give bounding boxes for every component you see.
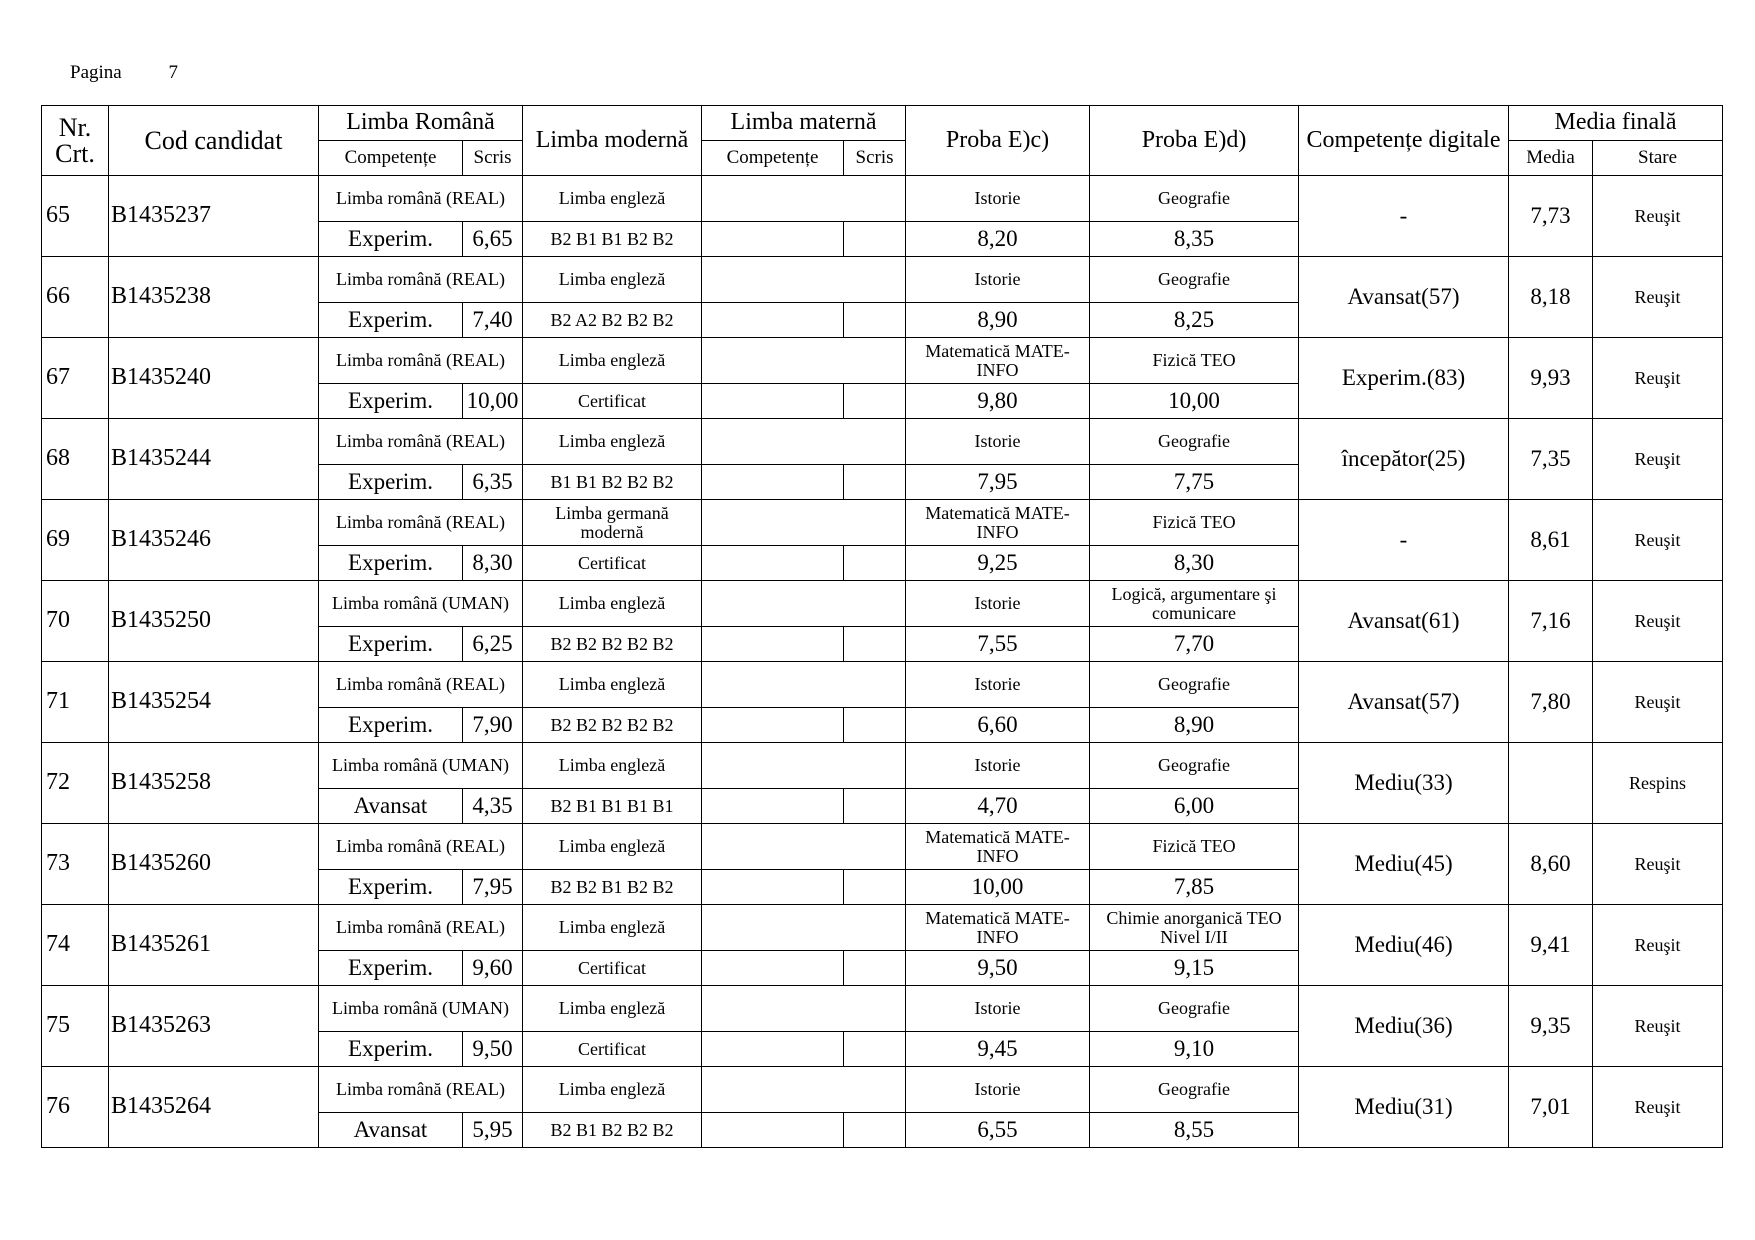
cell-cod-candidat: B1435240 <box>109 338 319 419</box>
cell-stare: Reuşit <box>1593 257 1723 338</box>
header-row-1 <box>42 106 1723 141</box>
cell-media: 7,16 <box>1509 581 1593 662</box>
cell-ed-subject: Geografie <box>1090 257 1299 303</box>
cell-ed-grade: 8,90 <box>1090 708 1299 743</box>
cell-lmat-empty <box>702 1067 906 1113</box>
cell-lmat-competente <box>702 627 844 662</box>
cell-nr: 70 <box>42 581 109 662</box>
cell-lm-levels: Certificat <box>523 546 702 581</box>
cell-ro-subject: Limba română (REAL) <box>319 662 523 708</box>
cell-ed-grade: 6,00 <box>1090 789 1299 824</box>
cell-lm-subject: Limba engleză <box>523 824 702 870</box>
cell-ed-subject: Geografie <box>1090 662 1299 708</box>
cell-ro-competente: Experim. <box>319 708 463 743</box>
cell-ed-subject: Geografie <box>1090 1067 1299 1113</box>
cell-ro-scris: 6,65 <box>463 222 523 257</box>
cell-ro-scris: 4,35 <box>463 789 523 824</box>
header-competente-digitale: Competențe digitale <box>1299 106 1509 176</box>
cell-lmat-scris <box>844 1113 906 1148</box>
cell-ro-subject: Limba română (REAL) <box>319 419 523 465</box>
cell-ec-grade: 4,70 <box>906 789 1090 824</box>
cell-lm-levels: Certificat <box>523 384 702 419</box>
cell-lm-subject: Limba engleză <box>523 986 702 1032</box>
header-proba-ec: Proba E)c) <box>906 106 1090 176</box>
cell-competente-digitale: Mediu(45) <box>1299 824 1509 905</box>
cell-lmat-empty <box>702 743 906 789</box>
cell-ro-competente: Experim. <box>319 951 463 986</box>
header-proba-ed: Proba E)d) <box>1090 106 1299 176</box>
cell-nr: 68 <box>42 419 109 500</box>
header-lmat-competente: Competențe <box>702 141 844 176</box>
cell-ec-grade: 8,20 <box>906 222 1090 257</box>
cell-ro-scris: 9,60 <box>463 951 523 986</box>
cell-stare: Respins <box>1593 743 1723 824</box>
cell-cod-candidat: B1435250 <box>109 581 319 662</box>
cell-lmat-scris <box>844 951 906 986</box>
cell-ro-competente: Experim. <box>319 627 463 662</box>
cell-ec-subject: Istorie <box>906 419 1090 465</box>
table-row <box>42 257 1723 303</box>
cell-ec-subject: Matematică MATE-INFO <box>906 905 1090 951</box>
cell-lmat-scris <box>844 465 906 500</box>
cell-ed-grade: 7,75 <box>1090 465 1299 500</box>
cell-stare: Reuşit <box>1593 1067 1723 1148</box>
cell-lm-subject: Limba engleză <box>523 1067 702 1113</box>
cell-media: 7,73 <box>1509 176 1593 257</box>
cell-ec-subject: Matematică MATE-INFO <box>906 824 1090 870</box>
cell-ro-competente: Avansat <box>319 789 463 824</box>
cell-lm-subject: Limba engleză <box>523 257 702 303</box>
cell-ec-subject: Istorie <box>906 1067 1090 1113</box>
cell-lm-levels: Certificat <box>523 1032 702 1067</box>
cell-stare: Reuşit <box>1593 986 1723 1067</box>
cell-ed-subject: Fizică TEO <box>1090 824 1299 870</box>
cell-ec-grade: 7,95 <box>906 465 1090 500</box>
cell-lmat-scris <box>844 708 906 743</box>
cell-ec-subject: Matematică MATE-INFO <box>906 500 1090 546</box>
cell-ed-grade: 9,10 <box>1090 1032 1299 1067</box>
cell-ed-subject: Geografie <box>1090 176 1299 222</box>
cell-ro-scris: 9,50 <box>463 1032 523 1067</box>
cell-competente-digitale: începător(25) <box>1299 419 1509 500</box>
table-row <box>42 581 1723 627</box>
cell-ec-grade: 6,60 <box>906 708 1090 743</box>
cell-lm-levels: B2 B1 B2 B2 B2 <box>523 1113 702 1148</box>
cell-competente-digitale: Avansat(57) <box>1299 257 1509 338</box>
cell-lm-levels: B2 B1 B1 B2 B2 <box>523 222 702 257</box>
cell-lmat-competente <box>702 789 844 824</box>
cell-lmat-empty <box>702 986 906 1032</box>
cell-lmat-empty <box>702 500 906 546</box>
cell-media: 9,41 <box>1509 905 1593 986</box>
cell-ed-subject: Fizică TEO <box>1090 500 1299 546</box>
cell-lm-subject: Limba engleză <box>523 338 702 384</box>
cell-competente-digitale: Mediu(46) <box>1299 905 1509 986</box>
cell-ed-grade: 8,25 <box>1090 303 1299 338</box>
cell-ro-subject: Limba română (REAL) <box>319 1067 523 1113</box>
cell-ro-competente: Experim. <box>319 870 463 905</box>
cell-media: 8,18 <box>1509 257 1593 338</box>
cell-ec-grade: 9,50 <box>906 951 1090 986</box>
cell-lm-subject: Limba germană modernă <box>523 500 702 546</box>
cell-nr: 74 <box>42 905 109 986</box>
cell-lmat-competente <box>702 384 844 419</box>
header-lmat-scris: Scris <box>844 141 906 176</box>
cell-ro-subject: Limba română (REAL) <box>319 824 523 870</box>
cell-competente-digitale: Mediu(31) <box>1299 1067 1509 1148</box>
cell-nr: 76 <box>42 1067 109 1148</box>
cell-ec-grade: 6,55 <box>906 1113 1090 1148</box>
cell-ec-grade: 9,45 <box>906 1032 1090 1067</box>
cell-competente-digitale: - <box>1299 176 1509 257</box>
cell-media: 9,35 <box>1509 986 1593 1067</box>
cell-competente-digitale: Mediu(36) <box>1299 986 1509 1067</box>
cell-lmat-empty <box>702 824 906 870</box>
cell-ro-subject: Limba română (REAL) <box>319 905 523 951</box>
cell-ro-scris: 6,35 <box>463 465 523 500</box>
cell-media: 8,61 <box>1509 500 1593 581</box>
cell-ro-scris: 5,95 <box>463 1113 523 1148</box>
cell-lmat-competente <box>702 1113 844 1148</box>
cell-cod-candidat: B1435260 <box>109 824 319 905</box>
cell-lmat-scris <box>844 546 906 581</box>
cell-media: 9,93 <box>1509 338 1593 419</box>
cell-lm-subject: Limba engleză <box>523 419 702 465</box>
cell-ed-subject: Geografie <box>1090 419 1299 465</box>
cell-stare: Reuşit <box>1593 662 1723 743</box>
cell-lm-levels: B2 B2 B1 B2 B2 <box>523 870 702 905</box>
cell-ed-grade: 10,00 <box>1090 384 1299 419</box>
cell-ro-subject: Limba română (UMAN) <box>319 986 523 1032</box>
cell-ed-grade: 9,15 <box>1090 951 1299 986</box>
header-limba-materna: Limba maternă <box>702 106 906 141</box>
cell-stare: Reuşit <box>1593 500 1723 581</box>
cell-ro-competente: Experim. <box>319 303 463 338</box>
cell-stare: Reuşit <box>1593 338 1723 419</box>
cell-media <box>1509 743 1593 824</box>
cell-ed-subject: Fizică TEO <box>1090 338 1299 384</box>
table-row <box>42 986 1723 1032</box>
cell-lm-levels: B2 B1 B1 B1 B1 <box>523 789 702 824</box>
cell-ro-competente: Avansat <box>319 1113 463 1148</box>
cell-lmat-competente <box>702 222 844 257</box>
cell-lmat-scris <box>844 1032 906 1067</box>
table-row <box>42 176 1723 222</box>
results-body <box>42 176 1723 1148</box>
cell-media: 7,80 <box>1509 662 1593 743</box>
cell-media: 7,35 <box>1509 419 1593 500</box>
cell-ro-competente: Experim. <box>319 384 463 419</box>
cell-competente-digitale: Avansat(57) <box>1299 662 1509 743</box>
cell-lm-subject: Limba engleză <box>523 662 702 708</box>
cell-cod-candidat: B1435258 <box>109 743 319 824</box>
cell-ed-subject: Geografie <box>1090 986 1299 1032</box>
cell-lmat-scris <box>844 789 906 824</box>
cell-nr: 65 <box>42 176 109 257</box>
results-table <box>41 105 1723 1148</box>
cell-competente-digitale: - <box>1299 500 1509 581</box>
cell-ec-subject: Istorie <box>906 743 1090 789</box>
page-number: 7 <box>168 62 178 83</box>
cell-ec-subject: Istorie <box>906 257 1090 303</box>
header-limba-moderna: Limba modernă <box>523 106 702 176</box>
cell-ec-grade: 7,55 <box>906 627 1090 662</box>
cell-ec-subject: Istorie <box>906 176 1090 222</box>
cell-cod-candidat: B1435263 <box>109 986 319 1067</box>
cell-ed-subject: Geografie <box>1090 743 1299 789</box>
cell-lm-subject: Limba engleză <box>523 743 702 789</box>
cell-stare: Reuşit <box>1593 581 1723 662</box>
cell-lmat-competente <box>702 1032 844 1067</box>
cell-lmat-competente <box>702 303 844 338</box>
cell-cod-candidat: B1435246 <box>109 500 319 581</box>
cell-ec-subject: Istorie <box>906 986 1090 1032</box>
cell-ed-grade: 7,70 <box>1090 627 1299 662</box>
cell-ed-subject: Logică, argumentare şi comunicare <box>1090 581 1299 627</box>
cell-ro-competente: Experim. <box>319 546 463 581</box>
cell-lm-subject: Limba engleză <box>523 905 702 951</box>
cell-ec-grade: 10,00 <box>906 870 1090 905</box>
header-ro-scris: Scris <box>463 141 523 176</box>
table-row <box>42 662 1723 708</box>
cell-lmat-scris <box>844 303 906 338</box>
cell-ec-subject: Matematică MATE-INFO <box>906 338 1090 384</box>
header-ro-competente: Competențe <box>319 141 463 176</box>
cell-lmat-scris <box>844 384 906 419</box>
cell-nr: 69 <box>42 500 109 581</box>
header-limba-romana: Limba Română <box>319 106 523 141</box>
cell-nr: 66 <box>42 257 109 338</box>
cell-competente-digitale: Mediu(33) <box>1299 743 1509 824</box>
cell-ed-grade: 8,55 <box>1090 1113 1299 1148</box>
cell-cod-candidat: B1435264 <box>109 1067 319 1148</box>
cell-ro-scris: 7,95 <box>463 870 523 905</box>
cell-ed-subject: Chimie anorganică TEO Nivel I/II <box>1090 905 1299 951</box>
cell-stare: Reuşit <box>1593 824 1723 905</box>
table-row <box>42 743 1723 789</box>
cell-ec-subject: Istorie <box>906 581 1090 627</box>
cell-lm-subject: Limba engleză <box>523 176 702 222</box>
cell-lm-levels: B2 A2 B2 B2 B2 <box>523 303 702 338</box>
cell-competente-digitale: Avansat(61) <box>1299 581 1509 662</box>
header-stare: Stare <box>1593 141 1723 176</box>
cell-cod-candidat: B1435261 <box>109 905 319 986</box>
cell-lmat-empty <box>702 257 906 303</box>
cell-ro-subject: Limba română (UMAN) <box>319 743 523 789</box>
cell-lmat-scris <box>844 870 906 905</box>
page-label-text: Pagina <box>70 62 122 83</box>
cell-cod-candidat: B1435254 <box>109 662 319 743</box>
cell-ro-subject: Limba română (REAL) <box>319 257 523 303</box>
cell-nr: 75 <box>42 986 109 1067</box>
header-media: Media <box>1509 141 1593 176</box>
header-nr: Nr. Crt. <box>42 106 109 176</box>
cell-lm-subject: Limba engleză <box>523 581 702 627</box>
cell-competente-digitale: Experim.(83) <box>1299 338 1509 419</box>
cell-lmat-scris <box>844 222 906 257</box>
cell-ro-scris: 8,30 <box>463 546 523 581</box>
cell-ed-grade: 8,30 <box>1090 546 1299 581</box>
cell-media: 8,60 <box>1509 824 1593 905</box>
table-row <box>42 905 1723 951</box>
cell-ro-scris: 10,00 <box>463 384 523 419</box>
cell-nr: 71 <box>42 662 109 743</box>
cell-lmat-competente <box>702 465 844 500</box>
cell-lmat-empty <box>702 419 906 465</box>
cell-ro-competente: Experim. <box>319 465 463 500</box>
cell-ro-scris: 7,90 <box>463 708 523 743</box>
cell-stare: Reuşit <box>1593 176 1723 257</box>
cell-lmat-empty <box>702 905 906 951</box>
table-row <box>42 500 1723 546</box>
table-row <box>42 338 1723 384</box>
cell-lmat-empty <box>702 176 906 222</box>
cell-lm-levels: B2 B2 B2 B2 B2 <box>523 627 702 662</box>
cell-ed-grade: 7,85 <box>1090 870 1299 905</box>
cell-ro-competente: Experim. <box>319 1032 463 1067</box>
table-row <box>42 824 1723 870</box>
cell-ed-grade: 8,35 <box>1090 222 1299 257</box>
header-cod: Cod candidat <box>109 106 319 176</box>
cell-lmat-empty <box>702 662 906 708</box>
cell-cod-candidat: B1435237 <box>109 176 319 257</box>
cell-ec-subject: Istorie <box>906 662 1090 708</box>
cell-ec-grade: 9,80 <box>906 384 1090 419</box>
cell-ro-competente: Experim. <box>319 222 463 257</box>
table-row <box>42 1067 1723 1113</box>
header-media-finala: Media finală <box>1509 106 1723 141</box>
cell-media: 7,01 <box>1509 1067 1593 1148</box>
cell-ec-grade: 8,90 <box>906 303 1090 338</box>
cell-lmat-competente <box>702 546 844 581</box>
table-row <box>42 419 1723 465</box>
cell-nr: 67 <box>42 338 109 419</box>
cell-lm-levels: B2 B2 B2 B2 B2 <box>523 708 702 743</box>
cell-ro-subject: Limba română (REAL) <box>319 500 523 546</box>
cell-ro-subject: Limba română (REAL) <box>319 176 523 222</box>
cell-lmat-competente <box>702 708 844 743</box>
cell-lm-levels: Certificat <box>523 951 702 986</box>
cell-lmat-competente <box>702 951 844 986</box>
cell-nr: 72 <box>42 743 109 824</box>
cell-cod-candidat: B1435238 <box>109 257 319 338</box>
cell-stare: Reuşit <box>1593 905 1723 986</box>
cell-ro-scris: 6,25 <box>463 627 523 662</box>
cell-lm-levels: B1 B1 B2 B2 B2 <box>523 465 702 500</box>
cell-nr: 73 <box>42 824 109 905</box>
cell-lmat-empty <box>702 581 906 627</box>
cell-lmat-competente <box>702 870 844 905</box>
cell-stare: Reuşit <box>1593 419 1723 500</box>
cell-cod-candidat: B1435244 <box>109 419 319 500</box>
cell-ro-scris: 7,40 <box>463 303 523 338</box>
page-label <box>70 62 178 84</box>
cell-lmat-scris <box>844 627 906 662</box>
cell-ro-subject: Limba română (UMAN) <box>319 581 523 627</box>
cell-ro-subject: Limba română (REAL) <box>319 338 523 384</box>
cell-lmat-empty <box>702 338 906 384</box>
cell-ec-grade: 9,25 <box>906 546 1090 581</box>
